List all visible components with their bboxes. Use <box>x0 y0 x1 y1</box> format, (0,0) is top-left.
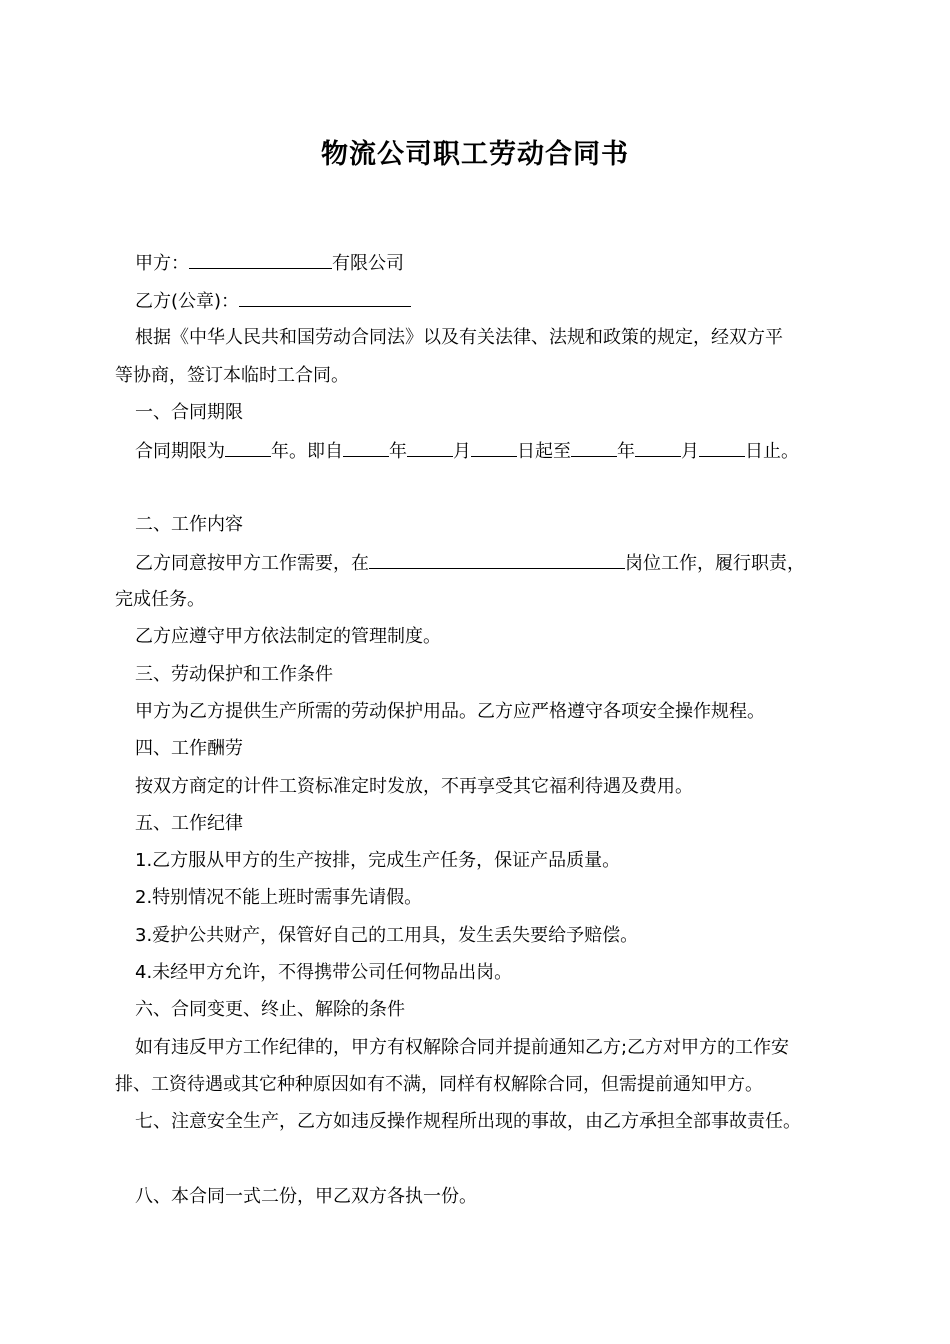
section-8-text: 八、本合同一式二份，甲乙双方各执一份。 <box>135 1186 477 1207</box>
work-content-text-a: 乙方同意按甲方工作需要，在 <box>135 553 369 574</box>
section-4-text: 按双方商定的计件工资标准定时发放，不再享受其它福利待遇及费用。 <box>135 776 693 797</box>
section-6-heading: 六、合同变更、终止、解除的条件 <box>135 999 405 1020</box>
discipline-item: 3.爱护公共财产，保管好自己的工用具，发生丢失要给予赔偿。 <box>135 925 639 946</box>
party-b-line <box>115 290 865 313</box>
term-text-3: 年 <box>389 441 407 462</box>
section-2-heading: 二、工作内容 <box>135 514 243 535</box>
section-4-heading: 四、工作酬劳 <box>135 738 243 759</box>
start-month-blank[interactable] <box>407 440 453 457</box>
term-years-blank[interactable] <box>225 440 271 457</box>
section-6-line-1: 如有违反甲方工作纪律的，甲方有权解除合同并提前通知乙方;乙方对甲方的工作安 <box>135 1037 790 1058</box>
discipline-item: 2.特别情况不能上班时需事先请假。 <box>135 887 423 908</box>
party-a-blank[interactable] <box>189 252 332 269</box>
position-blank[interactable] <box>369 552 625 569</box>
section-7-text: 七、注意安全生产，乙方如违反操作规程所出现的事故，由乙方承担全部事故责任。 <box>135 1111 801 1132</box>
section-6-line-2: 排、工资待遇或其它种种原因如有不满，同样有权解除合同，但需提前通知甲方。 <box>115 1074 763 1095</box>
term-text-8: 日止。 <box>745 441 799 462</box>
section-5-heading: 五、工作纪律 <box>135 813 243 834</box>
term-text-6: 年 <box>617 441 635 462</box>
section-1-heading: 一、合同期限 <box>135 402 243 423</box>
work-content-line-1 <box>115 552 865 575</box>
work-content-line-2: 完成任务。 <box>115 589 205 610</box>
end-month-blank[interactable] <box>635 440 681 457</box>
contract-term-line <box>115 440 865 463</box>
term-text-1: 合同期限为 <box>135 441 225 462</box>
party-a-line <box>115 252 865 275</box>
party-a-suffix: 有限公司 <box>332 253 404 274</box>
term-text-7: 月 <box>681 441 699 462</box>
work-content-text-b: 岗位工作，履行职责， <box>625 553 805 574</box>
term-text-4: 月 <box>453 441 471 462</box>
preamble-line-2: 等协商，签订本临时工合同。 <box>115 365 349 386</box>
term-text-2: 年。即自 <box>271 441 343 462</box>
work-content-line-3: 乙方应遵守甲方依法制定的管理制度。 <box>135 626 441 647</box>
preamble-line-1: 根据《中华人民共和国劳动合同法》以及有关法律、法规和政策的规定，经双方平 <box>135 327 783 348</box>
section-3-heading: 三、劳动保护和工作条件 <box>135 664 333 685</box>
term-text-5: 日起至 <box>517 441 571 462</box>
discipline-item: 1.乙方服从甲方的生产按排，完成生产任务，保证产品质量。 <box>135 850 621 871</box>
section-3-text: 甲方为乙方提供生产所需的劳动保护用品。乙方应严格遵守各项安全操作规程。 <box>135 701 765 722</box>
party-a-label: 甲方： <box>135 253 189 274</box>
end-day-blank[interactable] <box>699 440 745 457</box>
start-year-blank[interactable] <box>343 440 389 457</box>
start-day-blank[interactable] <box>471 440 517 457</box>
end-year-blank[interactable] <box>571 440 617 457</box>
document-title: 物流公司职工劳动合同书 <box>321 139 629 170</box>
party-b-label: 乙方(公章)： <box>135 291 240 312</box>
party-b-blank[interactable] <box>239 290 411 307</box>
discipline-item: 4.未经甲方允许，不得携带公司任何物品出岗。 <box>135 962 513 983</box>
